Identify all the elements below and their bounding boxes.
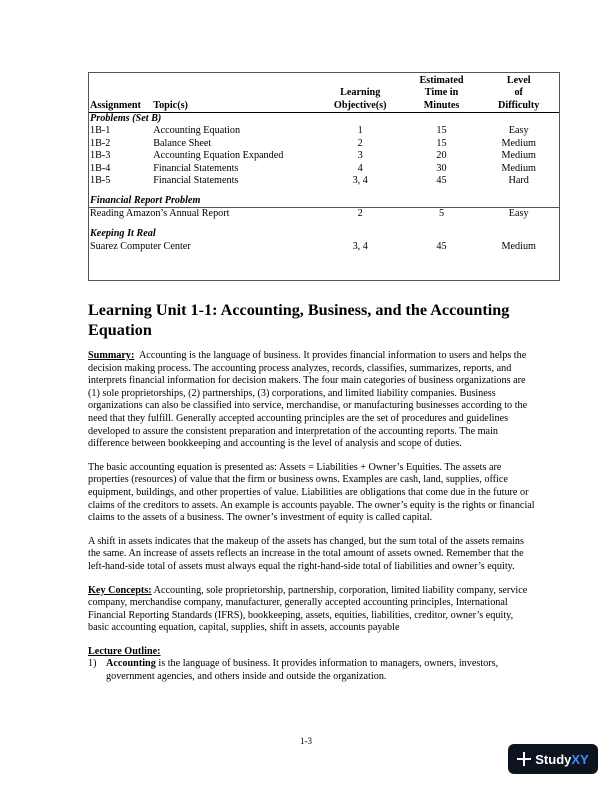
table-row: 1B-4 Financial Statements 4 30 Medium	[90, 162, 536, 174]
table-row: Suarez Computer Center 3, 4 45 Medium	[90, 240, 536, 252]
col-assignment: Assignment	[88, 72, 151, 113]
page-number: 1-3	[300, 736, 312, 746]
table-row: 1B-3 Accounting Equation Expanded 3 20 Medium	[90, 150, 536, 162]
studyxy-logo: StudyXY	[508, 744, 598, 774]
table-row: 1B-1 Accounting Equation 1 15 Easy	[90, 125, 529, 137]
list-item: 1) Accounting is the language of business. It provides information to managers, owners, investors, government agencies, and others inside and outside the organization.	[88, 658, 499, 683]
col-objective: Learning Objective(s)	[315, 72, 406, 113]
col-time: Estimated Time in Minutes	[406, 72, 478, 113]
lecture-outline: Lecture Outline: 1) Accounting is the language of business. It provides information to managers, owners, investors, government agencies, and others inside and outside the organization.	[88, 646, 536, 684]
page-title: Learning Unit 1-1: Accounting, Business, and the Accounting Equation	[88, 301, 510, 339]
col-topics: Topic(s)	[151, 72, 315, 113]
section-frp: Financial Report Problem	[90, 195, 201, 207]
summary-p3: A shift in assets indicates that the makeup of the assets has changed, but the sum total of the assets remains the same. An increase of assets reflects an increase in the total amount of assets owned. Remember that the left-hand-side total of assets must always equal the right-hand-side total of liabilities and owner’s equity.	[88, 535, 524, 572]
table-row: 1B-2 Balance Sheet 2 15 Medium	[90, 137, 536, 149]
summary-body	[88, 350, 536, 684]
table-row: Reading Amazon’s Annual Report 2 5 Easy	[90, 207, 529, 219]
section-problems: Problems (Set B)	[90, 113, 162, 124]
summary-p2: The basic accounting equation is presented as: Assets = Liabilities + Owner’s Equities. The assets are properties (resources) of value that the firm or business owns. Examples are cash, land, supplies, office equipment, buildings, and other properties of value. Liabilities are obligations that come due in the future or claims of the creditors to assets. An example is accounts payable. The owner’s equity is the rights or financial claims to the assets of a business. The owner’s investment of equity is called capital.	[88, 461, 535, 524]
table-row: 1B-5 Financial Statements 3, 4 45 Hard	[90, 175, 529, 187]
col-difficulty: Level of Difficulty	[477, 72, 560, 113]
assignment-table	[88, 72, 560, 253]
section-kir: Keeping It Real	[90, 228, 156, 240]
summary-p1: Summary: Accounting is the language of business. It provides financial information to users and helps the decision making process. The accounting process analyzes, records, classifies, summarizes, reports, and interprets financial information for decision makers. The four main categories of business organizations are (1) sole proprietorships, (2) partnerships, (3) corporations, and limited liability companies. Business organizations can also be classified into service, merchandise, or manufacturing businesses according to the need that they fulfill. Generally accepted accounting principles are the set of procedures and guidelines developed to assure the consistent preparation and interpretation of the accounting reports. The main difference between bookkeeping and accounting is the level of analysis and scope of duties.	[88, 350, 528, 450]
plus-icon	[517, 752, 531, 766]
key-concepts: Key Concepts: Accounting, sole proprietorship, partnership, corporation, limited liability company, service company, merchandise company, manufacturer, generally accepted accounting principles, International Financial Reporting Standards (IFRS), bookkeeping, assets, equities, liabilities, creditor, owner’s equity, basic accounting equation, capital, supplies, shift in assets, accounts payable	[88, 584, 528, 634]
